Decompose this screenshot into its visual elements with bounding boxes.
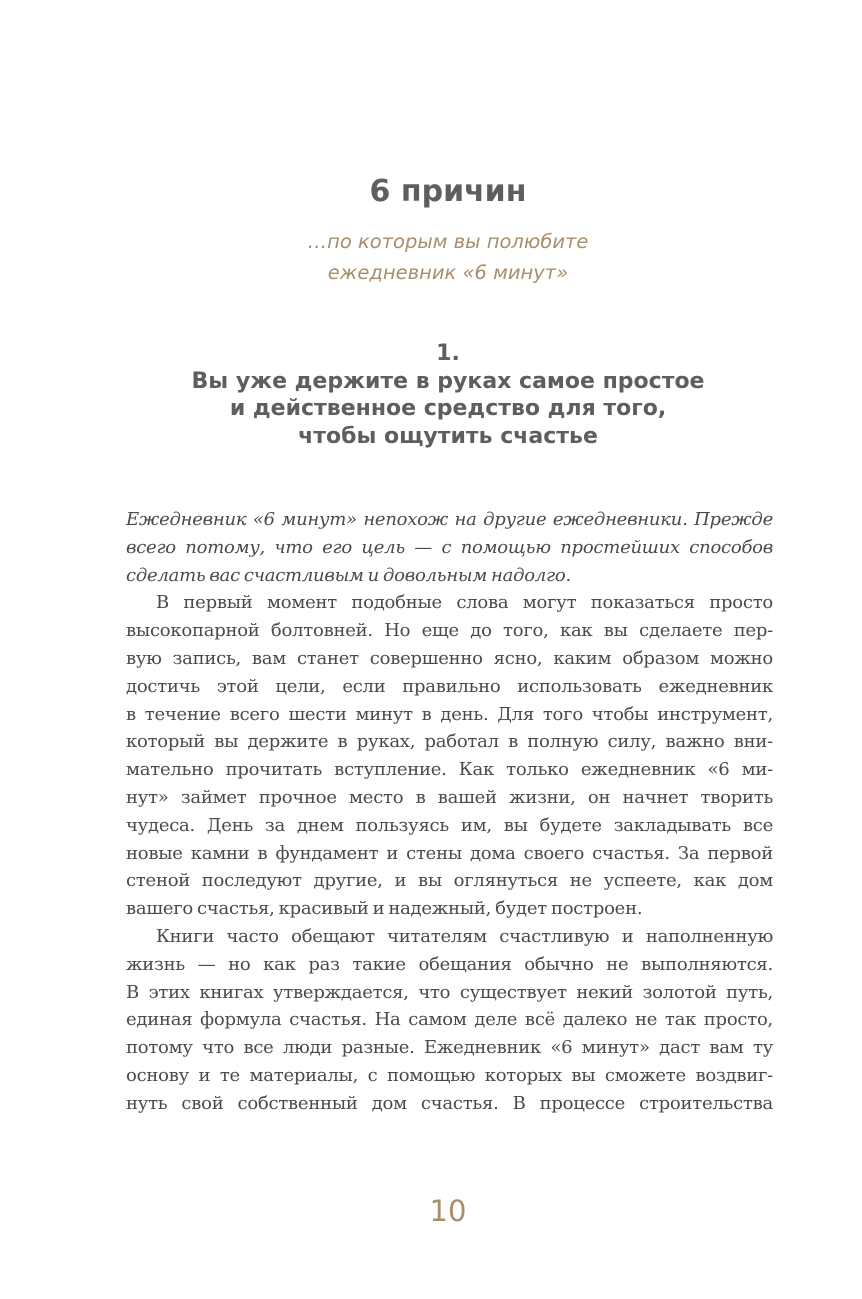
section-heading-line: чтобы ощутить счастье bbox=[298, 423, 598, 449]
paragraph-2 bbox=[126, 923, 773, 1118]
text-line: нут» займет прочное место в вашей жизни, он начнет творить bbox=[126, 786, 773, 808]
text-line: сделать вас счастливым и довольным надолго. bbox=[126, 564, 571, 586]
paragraph-1 bbox=[126, 589, 773, 923]
text-line: который вы держите в руках, работал в полную силу, важно вни- bbox=[126, 731, 773, 753]
text-line: мательно прочитать вступление. Как только ежедневник «6 ми- bbox=[126, 759, 773, 781]
text-line: жизнь — но как раз такие обещания обычно не выполняются. bbox=[126, 953, 773, 975]
text-line: Книги часто обещают читателям счастливую и наполненную bbox=[156, 925, 773, 947]
page-subtitle bbox=[0, 226, 862, 288]
text-line: всего потому, что его цель — с помощью простейших способов bbox=[126, 536, 773, 558]
page-title: 6 причин bbox=[369, 174, 527, 209]
text-line: Ежедневник «6 минут» непохож на другие ежедневники. Прежде bbox=[126, 509, 773, 530]
text-line: чудеса. День за днем пользуясь им, вы будете закладывать все bbox=[126, 814, 773, 836]
body-text bbox=[126, 506, 773, 1118]
text-line: высокопарной болтовней. Но еще до того, как вы сделаете пер- bbox=[126, 620, 773, 642]
section-heading-line: Вы уже держите в руках самое простое bbox=[191, 368, 705, 394]
text-line: стеной последуют другие, и вы оглянуться не успеете, как дом bbox=[126, 870, 773, 892]
subtitle-line: …по которым вы полюбите bbox=[307, 230, 589, 253]
text-line: В этих книгах утверждается, что существует некий золотой путь, bbox=[126, 981, 773, 1003]
text-line: единая формула счастья. На самом деле всё далеко не так просто, bbox=[126, 1009, 773, 1031]
section-number: 1. bbox=[436, 341, 460, 366]
section-heading-line: и действенное средство для того, bbox=[229, 396, 667, 421]
text-line: новые камни в фундамент и стены дома своего счастья. За первой bbox=[126, 842, 773, 864]
intro-paragraph bbox=[126, 506, 773, 589]
text-line: вую запись, вам станет совершенно ясно, каким образом можно bbox=[126, 647, 773, 669]
page-number: 10 bbox=[429, 1194, 467, 1228]
section-heading bbox=[0, 340, 862, 450]
text-line: достичь этой цели, если правильно использовать ежедневник bbox=[126, 675, 773, 697]
text-line: в течение всего шести минут в день. Для того чтобы инструмент, bbox=[126, 703, 773, 725]
text-line: нуть свой собственный дом счастья. В процессе строительства bbox=[126, 1092, 773, 1114]
text-line: В первый момент подобные слова могут показаться просто bbox=[156, 592, 773, 614]
subtitle-line: ежедневник «6 минут» bbox=[327, 261, 569, 284]
text-line: потому что все люди разные. Ежедневник «6 минут» даст вам ту bbox=[126, 1037, 773, 1059]
text-line: основу и те материалы, с помощью которых вы сможете воздвиг- bbox=[126, 1064, 773, 1086]
text-line: вашего счастья, красивый и надежный, будет построен. bbox=[126, 898, 643, 920]
